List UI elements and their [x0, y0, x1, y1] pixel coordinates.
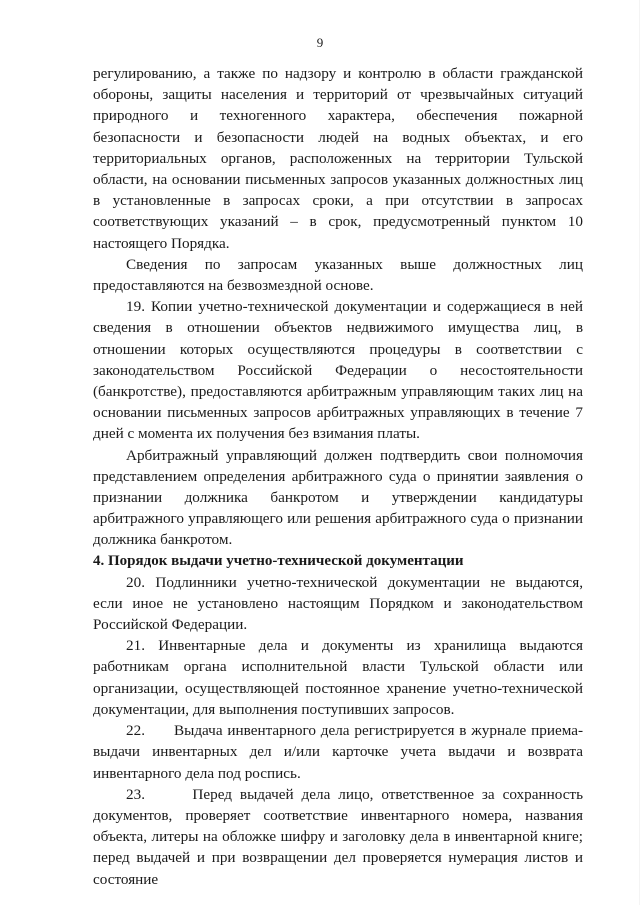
- paragraph-19: 19. Копии учетно-технической документации и содержащиеся в ней сведения в отношении объектов недвижимого имущества лиц, в отношении которых осуществляются процедуры в соответствии с законодательством Российской Федерации о несостоятельности (банкротстве), предоставляются арбитражным управляющим таких лиц на основании письменных запросов арбитражных управляющих в течение 7 дней с момента их получения без взимания платы.: [93, 298, 583, 443]
- paragraph-21: 21. Инвентарные дела и документы из хранилища выдаются работникам органа исполнительной власти Тульской области или организации, осуществляющей постоянное хранение учетно-технической документации, для выполнения поступивших запросов.: [93, 637, 583, 718]
- paragraph-23: 23. Перед выдачей дела лицо, ответственное за сохранность документов, проверяет соответствие инвентарного номера, названия объекта, литеры на обложке шифру и заголовку дела в инвентарной книге; перед выдачей и при возвращении дел проверяется нумерация листов и состояние: [93, 785, 583, 888]
- paragraph-22: 22. Выдача инвентарного дела регистрируется в журнале приема-выдачи инвентарных дел и/или карточке учета выдачи и возврата инвентарного дела под роспись.: [93, 722, 583, 782]
- paragraph-20: 20. Подлинники учетно-технической документации не выдаются, если иное не установлено настоящим Порядком и законодательством Российской Федерации.: [93, 573, 583, 634]
- page-number: 9: [316, 35, 324, 50]
- paragraph-free-of-charge: Сведения по запросам указанных выше должностных лиц предоставляются на безвозмездной основе.: [93, 255, 583, 295]
- paragraph-arbitration-manager: Арбитражный управляющий должен подтвердить свои полномочия представлением определения арбитражного суда о принятии заявления о признании должника банкротом и утверждении кандидатуры арбитражного управляющего или решения арбитражного суда о признании должника банкротом.: [93, 446, 583, 549]
- paragraph-continuation: регулированию, а также по надзору и контролю в области гражданской обороны, защиты населения и территорий от чрезвычайных ситуаций природного и техногенного характера, обеспечения пожарной безопасности и безопасности людей на водных объектах, и его территориальных органов, расположенных на территории Тульской области, на основании письменных запросов указанных должностных лиц в установленные в запросах сроки, а при отсутствии в запросах соответствующих указаний – в срок, предусмотренный пунктом 10 настоящего Порядка.: [93, 65, 583, 252]
- document-body: [93, 63, 583, 890]
- section-4-heading: 4. Порядок выдачи учетно-технической документации: [93, 552, 464, 569]
